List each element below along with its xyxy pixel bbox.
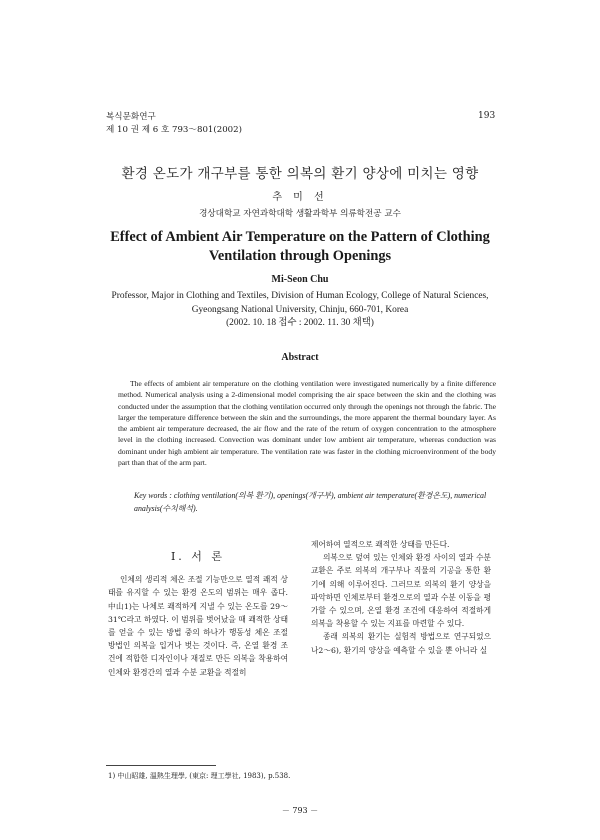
title-english-line1: Effect of Ambient Air Temperature on the Pattern of Clothing xyxy=(110,229,490,245)
keywords-list: clothing ventilation(의복 환기), openings(개구부), ambient air temperature(환경온도), numerical analysis(수치해석). xyxy=(134,491,487,513)
affiliation-korean: 경상대학교 자연과학대학 생활과학부 의류학전공 교수 xyxy=(199,209,401,219)
title-korean: 환경 온도가 개구부를 통한 의복의 환기 양상에 미치는 영향 xyxy=(121,166,479,182)
affiliation-english xyxy=(80,290,520,331)
author-english: Mi-Seon Chu xyxy=(271,274,329,285)
page-number: 193 xyxy=(478,111,496,121)
footnote-divider xyxy=(106,765,216,766)
left-column xyxy=(108,550,288,679)
footer-page-number: － 793 － xyxy=(281,806,319,815)
intro-paragraph-1-continued: 제어하여 열적으로 쾌적한 상태를 만든다. xyxy=(311,540,450,549)
abstract-heading: Abstract xyxy=(281,352,319,363)
abstract-text: The effects of ambient air temperature on the clothing ventilation were investigated numerically by a finite difference method. Numerical analysis using a 2-dimensional model comprising the air space between the skin and the clothing was conducted under the assumption that the clothing ventilation occurred only through the openings not through the fabric. The larger the temperature difference between the skin and the surroundings, the more apparent the thermal boundary layer. As the ambient air temperature decreased, the air flow and the rate of the return of oxygen concentration to the atmosphere level in the clothing increased. Convection was dominant under low ambient air temperature, whereas conduction was dominant under high ambient air temperature. The ventilation rate was faster in the clothing microenvironment of the body part than that of the arm part. xyxy=(118,379,496,468)
title-english xyxy=(0,228,600,266)
author-korean: 추 미 선 xyxy=(272,192,328,203)
journal-volume: 제 10 권 제 6 호 793～801(2002) xyxy=(106,125,242,135)
section-heading-introduction: Ⅰ. 서 론 xyxy=(170,550,226,563)
journal-header xyxy=(106,111,242,137)
affiliation-english-line2: Gyeongsang National University, Chinju, 660-701, Korea xyxy=(191,304,409,315)
keywords-label: Key words : xyxy=(134,491,172,500)
affiliation-english-line1: Professor, Major in Clothing and Textiles, Division of Human Ecology, College of Natural Sciences, xyxy=(111,291,489,301)
title-english-line2: Ventilation through Openings xyxy=(208,248,392,264)
right-column xyxy=(311,538,491,657)
intro-paragraph-3: 종래 의복의 환기는 실험적 방법으로 연구되었으나2～6), 환기의 양상을 예측할 수 있을 뿐 아니라 실 xyxy=(311,632,491,655)
intro-paragraph-2: 의복으로 덮여 있는 인체와 환경 사이의 열과 수분 교환은 주로 의복의 개구부나 직물의 기공을 통한 환기에 의해 이루어진다. 그러므로 의복의 환기 양상을 파악하면 인체로부터 환경으로의 열과 수분 이동을 평가할 수 있으며, 온열 환경 조건에 대응하여 적절하게 의복을 착용할 수 있는 지표를 마련할 수 있다. xyxy=(311,553,491,629)
journal-name: 복식문화연구 xyxy=(106,112,156,122)
keywords xyxy=(134,490,496,515)
intro-paragraph-1: 인체의 생리적 체온 조절 기능만으로 열적 쾌적 상태를 유지할 수 있는 환경 온도의 범위는 매우 좁다. 中山1)는 나체로 쾌적하게 지낼 수 있는 온도를 29～31℃라고 하였다. 이 범위를 벗어났을 때 쾌적한 상태를 얻을 수 있는 방법 중의 하나가 행동성 체온 조절 방법인 의복을 입거나 벗는 것이다. 즉, 온열 환경 조건에 적합한 디자인이나 재질로 만든 의복을 착용하여 인체와 환경간의 열과 수분 교환을 적절히 xyxy=(108,575,288,677)
received-accepted-dates: (2002. 10. 18 접수 : 2002. 11. 30 채택) xyxy=(226,318,374,328)
footnote: 1) 中山昭雄, 溫熱生理學, (東京: 理工學社, 1983), p.538. xyxy=(108,772,291,780)
